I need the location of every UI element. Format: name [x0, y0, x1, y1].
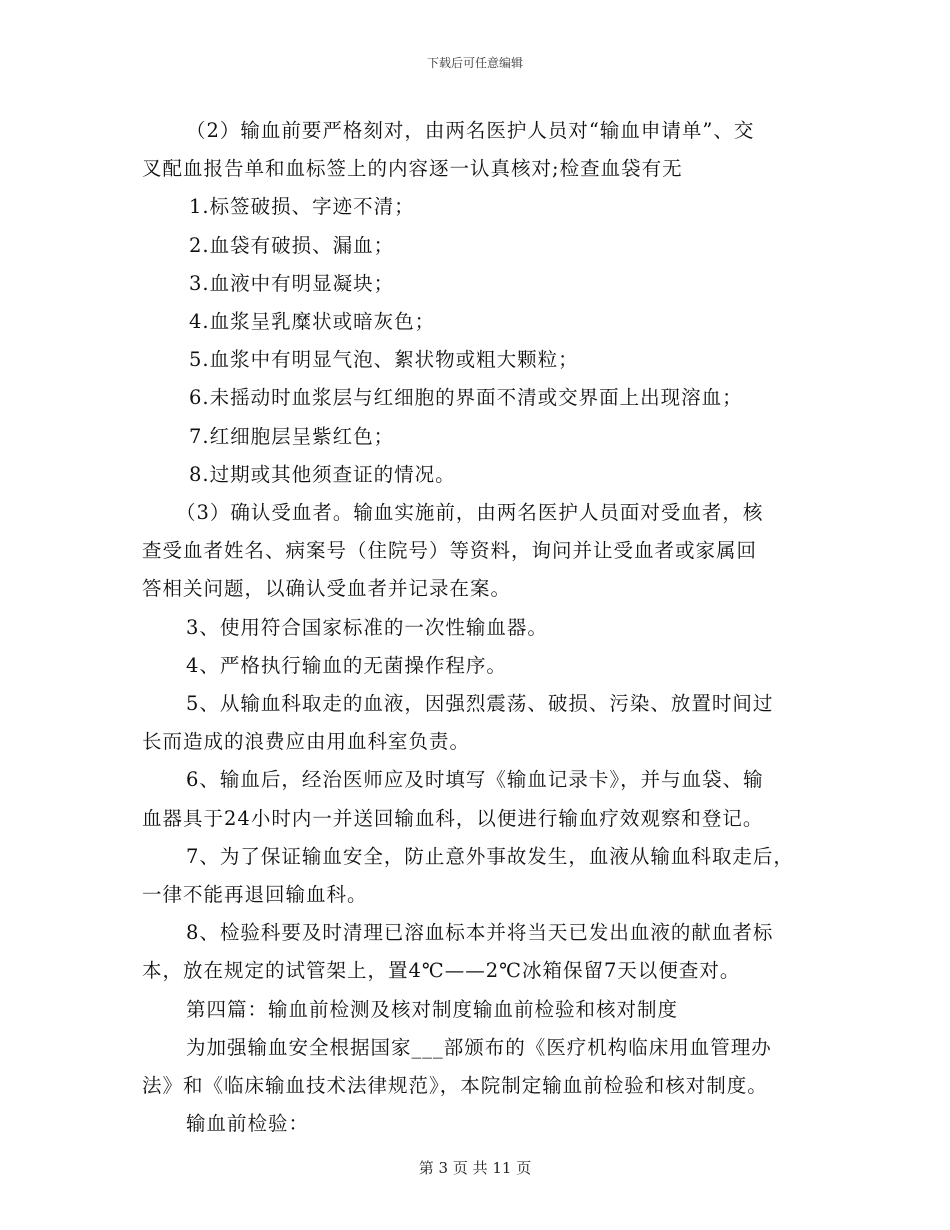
paragraph-line: 4、严格执行输血的无菌操作程序。: [186, 653, 507, 677]
paragraph-line: 长而造成的浪费应由用血科室负责。: [142, 730, 471, 754]
paragraph-line: 本，放在规定的试管架上，置4℃——2℃冰箱保留7天以便查对。: [142, 959, 741, 983]
paragraph-line: 8、检验科要及时清理已溶血标本并将当天已发出血液的献血者标: [186, 921, 774, 945]
list-item: 3.血液中有明显凝块；: [189, 271, 395, 295]
paragraph-line: （3）确认受血者。输血实施前，由两名医护人员面对受血者，核: [176, 501, 764, 525]
list-item: 7.红细胞层呈紫红色；: [189, 424, 395, 448]
paragraph-line: 5、从输血科取走的血液，因强烈震荡、破损、污染、放置时间过: [186, 692, 774, 716]
paragraph-line: 6、输血后，经治医师应及时填写《输血记录卡》，并与血袋、输: [186, 768, 764, 792]
paragraph-line: 查受血者姓名、病案号（住院号）等资料，询问并让受血者或家属回: [142, 539, 758, 563]
list-item: 2.血袋有破损、漏血；: [189, 233, 395, 257]
paragraph-line: 叉配血报告单和血标签上的内容逐一认真核对;检查血袋有无: [142, 157, 683, 181]
page-number: 第 3 页 共 11 页: [418, 1159, 532, 1177]
paragraph-line: 输血前检验：: [186, 1112, 310, 1136]
list-item: 4.血浆呈乳糜状或暗灰色；: [189, 310, 436, 334]
paragraph-line: 答相关问题，以确认受血者并记录在案。: [142, 577, 512, 601]
paragraph-line: 一律不能再退回输血科。: [142, 883, 368, 907]
document-body: [142, 112, 818, 1143]
list-item: 5.血浆中有明显气泡、絮状物或粗大颗粒；: [189, 348, 579, 372]
paragraph-line: 血器具于24小时内一并送回输血科，以便进行输血疗效观察和登记。: [142, 806, 764, 830]
paragraph-line: 法》和《临床输血技术法律规范》，本院制定输血前检验和核对制度。: [142, 1074, 768, 1098]
list-item: 1.标签破损、字迹不清；: [189, 195, 415, 219]
page-header: 下载后可任意编辑: [426, 56, 523, 70]
list-item: 6.未摇动时血浆层与红细胞的界面不清或交界面上出现溶血；: [189, 386, 743, 410]
paragraph-line: 为加强输血安全根据国家___部颁布的《医疗机构临床用血管理办: [186, 1035, 772, 1059]
paragraph-line: 7、为了保证输血安全，防止意外事故发生，血液从输血科取走后，: [186, 844, 794, 868]
paragraph-line: （2）输血前要严格刻对，由两名医护人员对“输血申请单”、交: [186, 119, 755, 142]
paragraph-line: 3、使用符合国家标准的一次性输血器。: [186, 615, 548, 639]
list-item: 8.过期或其他须查证的情况。: [189, 462, 456, 486]
section-heading: 第四篇：输血前检测及核对制度输血前检验和核对制度: [186, 997, 679, 1021]
